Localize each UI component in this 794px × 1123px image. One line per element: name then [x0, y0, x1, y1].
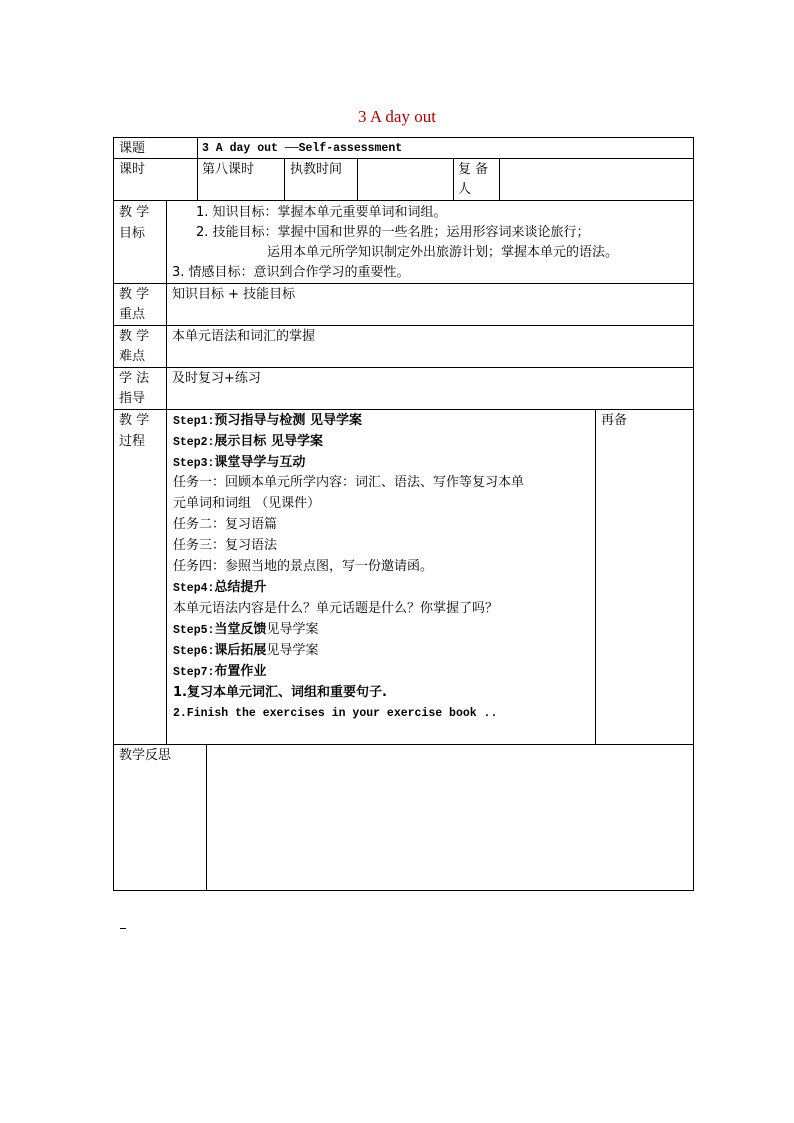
table-border-top: [113, 137, 694, 138]
teach-time-label: 执教时间: [290, 162, 343, 177]
col-divider: [197, 137, 198, 200]
process-step: Step5:当堂反馈见导学案: [173, 622, 319, 637]
col-divider: [284, 158, 285, 200]
process-label-line1: 教 学: [119, 413, 150, 428]
objective-line: 2. 技能目标：掌握中国和世界的一些名胜；运用形容词来谈论旅行；: [196, 225, 590, 240]
period-label: 课时: [119, 162, 146, 177]
key-points-label-line2: 重点: [119, 307, 146, 322]
process-task: 任务四：参照当地的景点图，写一份邀请函。: [173, 559, 434, 574]
difficulties-value: 本单元语法和词汇的掌握: [172, 329, 316, 344]
objective-line: 运用本单元所学知识制定外出旅游计划；掌握本单元的语法。: [267, 245, 619, 260]
process-task: 元单词和词组 （见课件）: [173, 496, 321, 511]
process-task: 任务二：复习语篇: [173, 517, 278, 532]
process-step: Step2:展示目标 见导学案: [173, 434, 323, 449]
process-label-line2: 过程: [119, 434, 146, 449]
row-divider: [113, 200, 694, 201]
process-task: 任务三：复习语法: [173, 538, 278, 553]
table-border-bottom: [113, 890, 694, 891]
process-question: 本单元语法内容是什么？单元话题是什么？你掌握了吗？: [173, 601, 499, 616]
method-value: 及时复习+练习: [172, 371, 261, 386]
reviewer-label-line1: 复 备: [458, 162, 489, 177]
difficulties-label-line1: 教 学: [119, 329, 150, 344]
reflection-label: 教学反思: [119, 748, 172, 763]
col-divider: [357, 158, 358, 200]
objectives-label-line2: 目标: [119, 226, 146, 241]
objectives-label-line1: 教 学: [119, 205, 150, 220]
process-step: Step1:预习指导与检测 见导学案: [173, 413, 362, 428]
col-divider: [206, 744, 207, 890]
homework-item: 1.复习本单元词汇、词组和重要句子.: [173, 685, 387, 700]
document-title: 3 A day out: [358, 107, 436, 126]
row-divider: [113, 158, 694, 159]
method-label-line2: 指导: [119, 391, 146, 406]
homework-item: 2.Finish the exercises in your exercise book ..: [173, 707, 498, 720]
objective-line: 1. 知识目标：掌握本单元重要单词和词组。: [196, 205, 447, 220]
reviewer-label-line2: 人: [458, 182, 472, 197]
topic-label: 课题: [119, 141, 146, 156]
process-task: 任务一：回顾本单元所学内容：词汇、语法、写作等复习本单: [173, 475, 525, 490]
key-points-label-line1: 教 学: [119, 287, 150, 302]
footer-mark: [120, 928, 126, 929]
col-divider: [453, 158, 454, 200]
process-step: Step7:布置作业: [173, 664, 267, 679]
row-divider: [113, 744, 694, 745]
key-points-value: 知识目标 + 技能目标: [172, 287, 296, 302]
col-divider: [499, 158, 500, 200]
difficulties-label-line2: 难点: [119, 349, 146, 364]
process-step: Step4:总结提升: [173, 580, 267, 595]
objective-line: 3. 情感目标：意识到合作学习的重要性。: [172, 265, 410, 280]
process-side-label: 再备: [601, 413, 628, 428]
process-step: Step6:课后拓展见导学案: [173, 643, 319, 658]
table-border-left: [113, 137, 114, 891]
col-divider: [166, 200, 167, 744]
process-step: Step3:课堂导学与互动: [173, 455, 306, 470]
col-divider: [595, 409, 596, 744]
period-value: 第八课时: [202, 162, 255, 177]
table-border-right: [693, 137, 694, 891]
method-label-line1: 学 法: [119, 371, 150, 386]
topic-value: 3 A day out ──Self-assessment: [202, 142, 403, 155]
